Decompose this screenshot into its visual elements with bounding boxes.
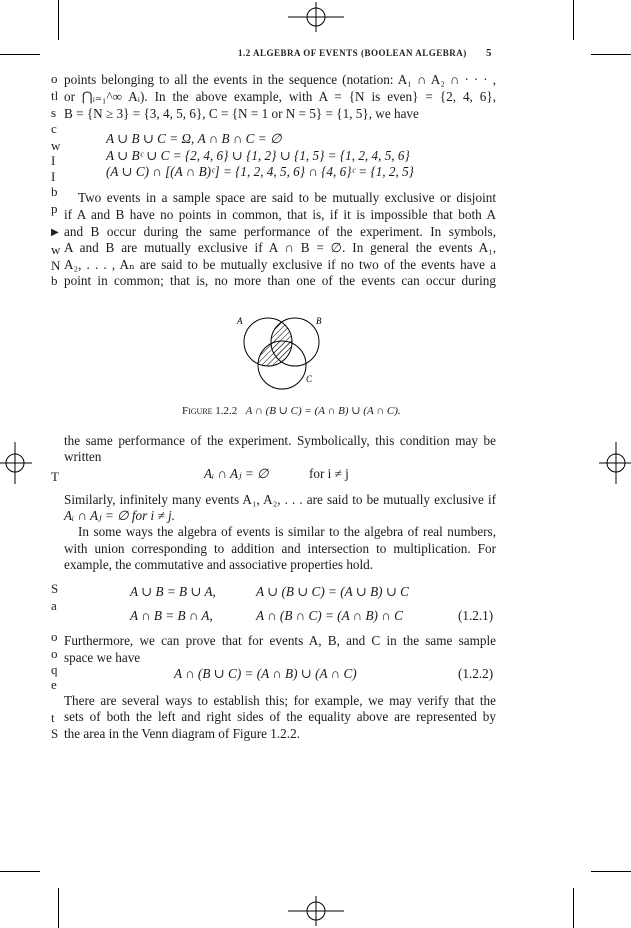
margin-fragment: o (51, 71, 58, 86)
margin-fragment: w (51, 138, 61, 153)
margin-fragment: I (51, 153, 56, 168)
margin-fragment: S (51, 581, 59, 596)
text-line: and B occur during the same performance of the experiment. In symbols, (64, 224, 496, 239)
text-line: B = {N ≥ 3} = {3, 4, 5, 6}, C = {N = 1 or N = 5} = {1, 5}, we have (64, 106, 419, 121)
figure-caption-equation: A ∩ (B ∪ C) = (A ∩ B) ∪ (A ∩ C). (245, 405, 401, 417)
margin-fragment: S (51, 726, 59, 741)
margin-fragment: w (51, 242, 61, 257)
text-line: A₂, . . . , Aₙ are said to be mutually exclusive if no two of the events have a (64, 257, 496, 272)
figure-caption-label: Figure 1.2.2 (182, 405, 238, 417)
margin-fragment: I (51, 169, 56, 184)
margin-fragment: e (51, 677, 57, 692)
registration-target-top-icon (286, 0, 346, 36)
margin-fragment: N (51, 258, 61, 273)
equation-disjoint: Aᵢ ∩ Aⱼ = ∅ (204, 466, 269, 481)
equation-disjoint-condition: for i ≠ j (309, 466, 349, 481)
text-line: In some ways the algebra of events is similar to the algebra of real numbers, (78, 524, 496, 539)
margin-fragment: T (51, 469, 59, 484)
equation-line: (A ∪ C) ∩ [(A ∩ B)ᶜ] = {1, 2, 4, 5, 6} ∩ {4, 6}ᶜ = {1, 2, 5} (106, 164, 414, 179)
equation-number: (1.2.1) (458, 608, 494, 623)
label-c: C (306, 374, 313, 384)
text-line: with union corresponding to addition and intersection to multiplication. For (64, 541, 496, 556)
margin-fragment: b (51, 184, 58, 199)
text-line: sets of both the left and right sides of the equality above are represented by (64, 709, 496, 724)
equation-line: A ∪ B ∪ C = Ω, A ∩ B ∩ C = ∅ (106, 131, 282, 146)
registration-target-bottom-icon (286, 896, 346, 928)
running-head: 1.2 ALGEBRA OF EVENTS (BOOLEAN ALGEBRA) (238, 48, 467, 58)
registration-target-left-icon (0, 438, 36, 488)
venn-diagram (228, 308, 348, 400)
equation-commutative-intersection: A ∩ B = B ∩ A, (130, 608, 213, 623)
margin-fragment: ▶ (51, 227, 59, 238)
equation-line: A ∪ Bᶜ ∪ C = {2, 4, 6} ∪ {1, 2} ∪ {1, 5} = {1, 2, 4, 5, 6} (106, 148, 410, 163)
text-line: Furthermore, we can prove that for events A, B, and C in the same sample (64, 633, 496, 648)
text-line: A and B are mutually exclusive if A ∩ B = ∅. In general the events A₁, (64, 240, 496, 255)
margin-fragment: tl (51, 88, 59, 103)
equation-associative-union: A ∪ (B ∪ C) = (A ∪ B) ∪ C (256, 584, 409, 599)
margin-fragment: q (51, 662, 58, 677)
text-line: the area in the Venn diagram of Figure 1.2.2. (64, 726, 300, 741)
margin-fragment: o (51, 629, 58, 644)
text-line: There are several ways to establish this; for example, we may verify that the (64, 693, 496, 708)
margin-fragment: t (51, 710, 55, 725)
margin-fragment: c (51, 121, 57, 136)
text-line: Two events in a sample space are said to be mutually exclusive or disjoint (78, 190, 496, 205)
margin-fragment: o (51, 646, 58, 661)
text-line: written (64, 449, 102, 464)
margin-fragment: b (51, 273, 58, 288)
figure-caption (182, 404, 401, 417)
text-line: example, the commutative and associative properties hold. (64, 557, 374, 572)
margin-fragment: a (51, 598, 57, 613)
text-line: the same performance of the experiment. Symbolically, this condition may be (64, 433, 496, 448)
text-line: if A and B have no points in common, that is, if it is impossible that both A (64, 207, 496, 222)
text-line: point in common; that is, no more than one of the events can occur during (64, 273, 496, 288)
label-a: A (237, 316, 243, 326)
text-line: space we have (64, 650, 141, 665)
equation-associative-intersection: A ∩ (B ∩ C) = (A ∩ B) ∩ C (256, 608, 403, 623)
equation-distributive: A ∩ (B ∪ C) = (A ∩ B) ∪ (A ∩ C) (174, 666, 357, 681)
margin-fragment: s (51, 105, 57, 120)
label-b: B (316, 316, 322, 326)
margin-fragment: p (51, 201, 58, 216)
equation-commutative-union: A ∪ B = B ∪ A, (130, 584, 216, 599)
text-line: Similarly, infinitely many events A₁, A₂, . . . are said to be mutually exclusive if (64, 492, 496, 507)
text-line: points belonging to all the events in the sequence (notation: A₁ ∩ A₂ ∩ · · · , (64, 72, 496, 87)
page-number: 5 (486, 47, 492, 59)
registration-target-right-icon (595, 438, 631, 488)
equation-number: (1.2.2) (458, 666, 494, 681)
text-line: or ⋂ᵢ₌₁^∞ Aᵢ). In the above example, with A = {N is even} = {2, 4, 6}, (64, 89, 496, 104)
text-line: Aᵢ ∩ Aⱼ = ∅ for i ≠ j. (64, 508, 175, 523)
